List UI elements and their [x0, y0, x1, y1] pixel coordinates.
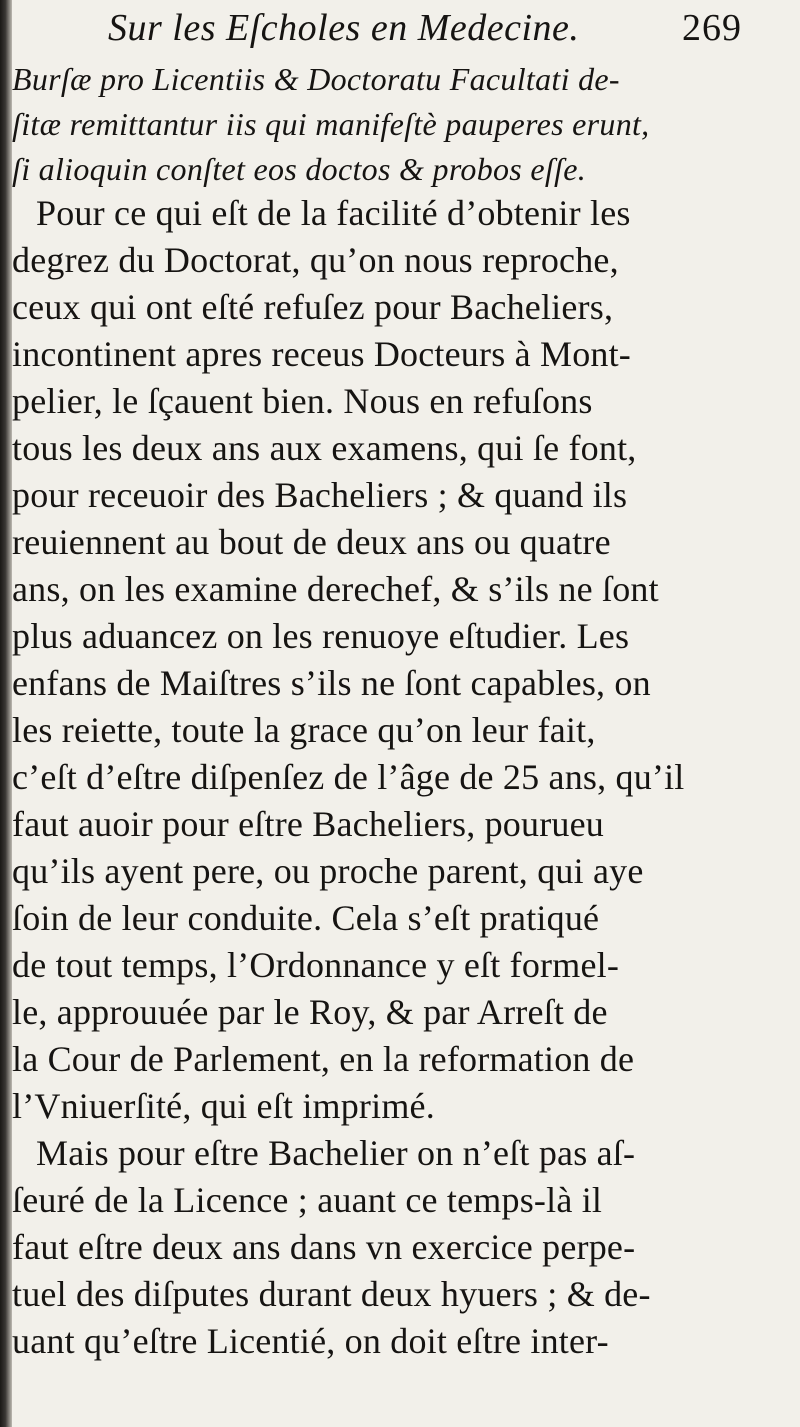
text-line: incontinent apres receus Docteurs à Mont- [12, 334, 631, 374]
text-line: ceux qui ont eſté refuſez pour Bacheliers, [12, 287, 614, 327]
page-header [0, 2, 800, 52]
running-head: Sur les Eſcholes en Medecine. [108, 7, 580, 49]
text-line: faut auoir pour eſtre Bacheliers, pourueu [12, 804, 604, 844]
text-line: degrez du Doctorat, qu’on nous reproche, [12, 240, 619, 280]
text-line: plus aduancez on les renuoye eſtudier. Les [12, 616, 630, 656]
text-line: ans, on les examine derechef, & s’ils ne ſont [12, 569, 659, 609]
text-line: reuiennent au bout de deux ans ou quatre [12, 522, 611, 562]
text-line: tous les deux ans aux examens, qui ſe font, [12, 428, 637, 468]
text-line: enfans de Maiſtres s’ils ne ſont capables, on [12, 663, 651, 703]
text-line: les reiette, toute la grace qu’on leur fait, [12, 710, 596, 750]
text-line: faut eſtre deux ans dans vn exercice perpe- [12, 1227, 636, 1267]
text-line: c’eſt d’eſtre diſpenſez de l’âge de 25 ans, qu’il [12, 757, 685, 797]
text-line: l’Vniuerſité, qui eſt imprimé. [12, 1086, 435, 1126]
text-line: Pour ce qui eſt de la facilité d’obtenir les [36, 193, 631, 233]
text-line: Mais pour eſtre Bachelier on n’eſt pas aſ- [36, 1133, 636, 1173]
text-line: le, approuuée par le Roy, & par Arreſt de [12, 992, 608, 1032]
text-line: la Cour de Parlement, en la reformation de [12, 1039, 635, 1079]
text-line: pour receuoir des Bacheliers ; & quand ils [12, 475, 628, 515]
text-line: ſoin de leur conduite. Cela s’eſt pratiqué [12, 898, 600, 938]
text-line: ſitæ remittantur iis qui manifeſtè pauperes erunt, [12, 106, 650, 142]
text-line: Burſæ pro Licentiis & Doctoratu Facultati de- [12, 61, 620, 97]
page-number: 269 [682, 7, 742, 49]
text-line: tuel des diſputes durant deux hyuers ; & de- [12, 1274, 651, 1314]
text-line: pelier, le ſçauent bien. Nous en refuſons [12, 381, 593, 421]
text-line: qu’ils ayent pere, ou proche parent, qui aye [12, 851, 644, 891]
text-line: ſeuré de la Licence ; auant ce temps-là il [12, 1180, 603, 1220]
binding-gutter [0, 0, 12, 1427]
text-line: uant qu’eſtre Licentié, on doit eſtre inter- [12, 1321, 609, 1361]
text-line: ſi alioquin conſtet eos doctos & probos eſſe. [12, 151, 587, 187]
text-line: de tout temps, l’Ordonnance y eſt formel- [12, 945, 620, 985]
